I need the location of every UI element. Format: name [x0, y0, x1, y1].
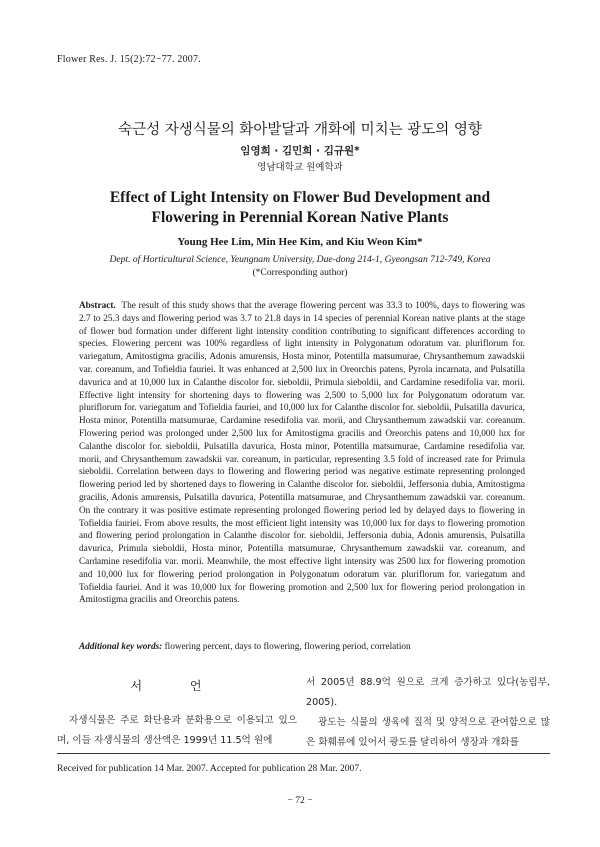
abstract-label: Abstract.	[79, 301, 116, 311]
department-affiliation: Dept. of Horticultural Science, Yeungnam University, Dae-dong 214-1, Gyeongsan 712-749, Korea	[109, 254, 491, 265]
korean-affiliation: 영남대학교 원예학과	[257, 162, 343, 173]
section-heading: 서 언	[130, 679, 224, 693]
page-number: − 72 −	[287, 795, 313, 806]
korean-authors: 임영희 · 김민희 · 김규원*	[240, 145, 360, 157]
footnote-divider	[57, 753, 550, 754]
keywords-label: Additional key words:	[79, 642, 163, 652]
english-title-line-2: Flowering in Perennial Korean Native Plants	[151, 209, 449, 226]
english-authors: Young Hee Lim, Min Hee Kim, and Kiu Weon Kim*	[177, 236, 423, 248]
journal-citation: Flower Res. J. 15(2):72−77. 2007.	[57, 54, 201, 65]
right-column	[306, 673, 550, 753]
right-column-paragraph-2: 광도는 식물의 생육에 질적 및 양적으로 관여함으로 많은 화훼류에 있어서 광도를 달리하여 생장과 개화를	[306, 717, 550, 748]
corresponding-author-note: (*Corresponding author)	[252, 267, 348, 278]
keywords	[79, 642, 525, 652]
english-title-line-1: Effect of Light Intensity on Flower Bud Development and	[109, 189, 491, 206]
abstract	[79, 300, 525, 607]
received-note: Received for publication 14 Mar. 2007. Accepted for publication 28 Mar. 2007.	[57, 763, 362, 774]
right-column-paragraph-1: 서 2005년 88.9억 원으로 크게 증가하고 있다(농림부, 2005).	[306, 677, 550, 708]
english-title	[0, 188, 600, 228]
keywords-text: flowering percent, days to flowering, flowering period, correlation	[162, 642, 411, 652]
left-column-paragraph: 자생식물은 주로 화단용과 분화용으로 이용되고 있으며, 이들 자생식물의 생산액은 1999년 11.5억 원에	[57, 715, 297, 746]
abstract-text: The result of this study shows that the average flowering percent was 33.3 to 100%, days to flowering was 2.7 to 25.3 days and flowering period was 3.7 to 21.8 days in 14 species of perennial Korean native plants at the stage of flower bud formation under different light intensity condition contributing to significant differences according to species. Flowering percent was 100% regardless of light intensity in Polygonatum odoratum var. pluriflorum for. variegatum, Amitostigma gracilis, Adonis amurensis, Hosta minor, Potentilla matsumurae, Chrysanthemum zawadskii var. coreanum, and Tofieldia fauriei. It was enhanced at 2,500 lux in Oreorchis patens, Pyrola incarnata, and Pulsatilla davurica and at 10,000 lux in Calanthe discolor for. sieboldii, Primula sieboldii, and Cardamine resedifolia var. morii. Effective light intensity for shortening days to flowering was 2,500 to 5,000 lux for Polygonatum odoratum var. pluriflorum for. variegatum and Tofieldia fauriei, and 10,000 lux for Calanthe discolor for. sieboldii, Pulsatilla davurica, Hosta minor, Potentilla matsumurae, Cardamine resedifolia var. morii, and Chrysanthemum zawadskii var. coreanum. Flowering period was prolonged under 2,500 lux for Amitostigma gracilis and Oreorchis patens and 10,000 lux for Calanthe discolor for. sieboldii, Pulsatilla davurica, Hosta minor, Potentilla matsumurae, Cardamine resedifolia var. morii, and Chrysanthemum zawadskii var. coreanum, in particular, representing 3.5 fold of increased rate for Primula sieboldii. Correlation between days to flowering and flowering period was negative estimate representing prolonged flowering period led by shortened days to flowering in Calanthe discolor for. sieboldii, Jeffersonia dubia, Amitostigma gracilis, Adonis amurensis, Pulsatilla davurica, Potentilla matsumurae, and Chrysanthemum zawadskii var. coreanum. On the contrary it was positive estimate representing prolonged flowering period led by delayed days to flowering in Tofieldia fauriei. From above results, the most efficient light intensity was 10,000 lux for days to flowering promotion and flowering period prolongation in Calanthe discolor for. sieboldii, Jeffersonia dubia, Adonis amurensis, Pulsatilla davurica, Primula sieboldii, Hosta minor, Potentilla matsumurae, Chrysanthemum zawadskii var. coreanum, and Cardamine resedifolia var. morii. Meanwhile, the most effective light intensity was 2500 lux for flowering promotion and 10,000 lux for flowering period prolongation in Polygonatum odoratum var. pluriflorum for. variegatum and Tofieldia fauriei. And it was 10,000 lux for flowering promotion and 2,500 lux for flowering period prolongation in Amitostigma gracilis and Oreorchis patens.	[79, 301, 526, 606]
korean-title: 숙근성 자생식물의 화아발달과 개화에 미치는 광도의 영향	[118, 122, 482, 138]
